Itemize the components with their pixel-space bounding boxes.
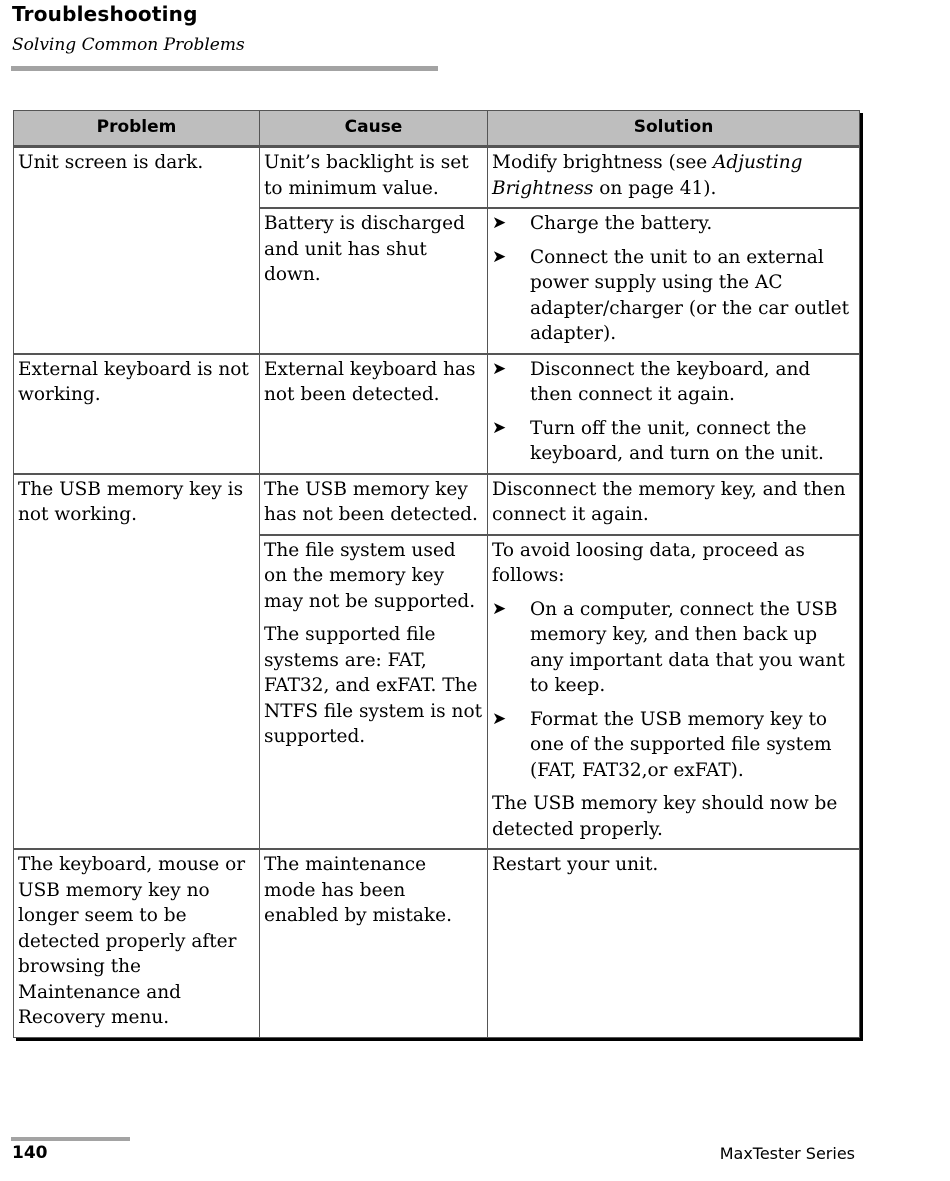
column-header-problem: Problem [14, 111, 260, 147]
arrowhead-icon: ➤ [492, 708, 507, 729]
cross-reference-link[interactable]: Adjusting Brightness [492, 152, 803, 199]
solution-cell [488, 474, 860, 535]
problem-cell [14, 849, 260, 1037]
footer-rule [11, 1137, 130, 1141]
page-subtitle: Solving Common Problems [12, 35, 245, 55]
solution-cell [488, 208, 860, 354]
cause-text: The file system used on the memory key may not be supported. [264, 539, 476, 612]
column-header-cause: Cause [260, 111, 488, 147]
page-number: 140 [12, 1143, 48, 1163]
column-header-solution: Solution [488, 111, 860, 147]
bullet-text: Connect the unit to an external power supply using the AC adapter/charger (or the car outlet adapter). [530, 246, 850, 344]
cause-cell [260, 147, 488, 209]
problem-text: Unit screen is dark. [18, 152, 204, 173]
arrowhead-icon: ➤ [492, 417, 507, 438]
cause-cell [260, 354, 488, 474]
solution-cell [488, 354, 860, 474]
bullet-text: Charge the battery. [530, 213, 713, 234]
solution-text-before: Modify brightness (see [492, 152, 714, 173]
solution-bullet [492, 597, 855, 699]
table-row [14, 354, 860, 474]
cause-text: The maintenance mode has been enabled by mistake. [264, 854, 452, 926]
table-header-row [14, 111, 860, 147]
header-rule [11, 66, 438, 71]
cause-cell [260, 208, 488, 354]
arrowhead-icon: ➤ [492, 213, 507, 233]
problem-text: External keyboard is not working. [18, 358, 249, 405]
solution-cell [488, 849, 860, 1037]
solution-text: Restart your unit. [492, 854, 659, 875]
troubleshooting-table [13, 110, 860, 1038]
problem-text: The keyboard, mouse or USB memory key no longer seem to be detected properly after browsing the Maintenance and Recovery menu. [18, 854, 246, 1028]
arrowhead-icon: ➤ [492, 246, 507, 267]
solution-text: Disconnect the memory key, and then connect it again. [492, 478, 846, 525]
product-series: MaxTester Series [719, 1144, 855, 1163]
problem-cell [14, 474, 260, 850]
table-row [14, 474, 860, 535]
solution-outro: The USB memory key should now be detected properly. [492, 793, 838, 840]
solution-intro: To avoid loosing data, proceed as follows: [492, 539, 805, 586]
problem-cell [14, 147, 260, 354]
cause-text: Battery is discharged and unit has shut down. [264, 213, 465, 285]
page-title: Troubleshooting [12, 2, 198, 26]
solution-bullet [492, 357, 855, 408]
solution-bullet [492, 416, 855, 467]
table-row [14, 147, 860, 209]
solution-bullet [492, 707, 855, 784]
cause-cell [260, 535, 488, 850]
arrowhead-icon: ➤ [492, 598, 507, 619]
bullet-text: Turn off the unit, connect the keyboard, and turn on the unit. [530, 417, 824, 464]
cause-text: The USB memory key has not been detected. [264, 478, 478, 525]
cause-text: Unit’s backlight is set to minimum value. [264, 152, 469, 199]
cause-text: External keyboard has not been detected. [264, 358, 476, 405]
cause-text: The supported file systems are: FAT, FAT32, and exFAT. The NTFS file system is not supported. [264, 624, 483, 747]
bullet-text: On a computer, connect the USB memory key, and then back up any important data that you want to keep. [530, 598, 845, 696]
solution-cell [488, 147, 860, 209]
bullet-text: Format the USB memory key to one of the supported file system (FAT, FAT32,or exFAT). [530, 708, 832, 781]
solution-bullet [492, 211, 855, 237]
solution-text [492, 150, 855, 201]
table-row [14, 849, 860, 1037]
solution-text-after: on page 41). [593, 177, 717, 199]
solution-bullet [492, 245, 855, 347]
arrowhead-icon: ➤ [492, 358, 507, 379]
problem-text: The USB memory key is not working. [18, 478, 244, 525]
cause-cell [260, 474, 488, 535]
bullet-text: Disconnect the keyboard, and then connect it again. [530, 358, 811, 405]
problem-cell [14, 354, 260, 474]
solution-cell [488, 535, 860, 850]
cause-cell [260, 849, 488, 1037]
